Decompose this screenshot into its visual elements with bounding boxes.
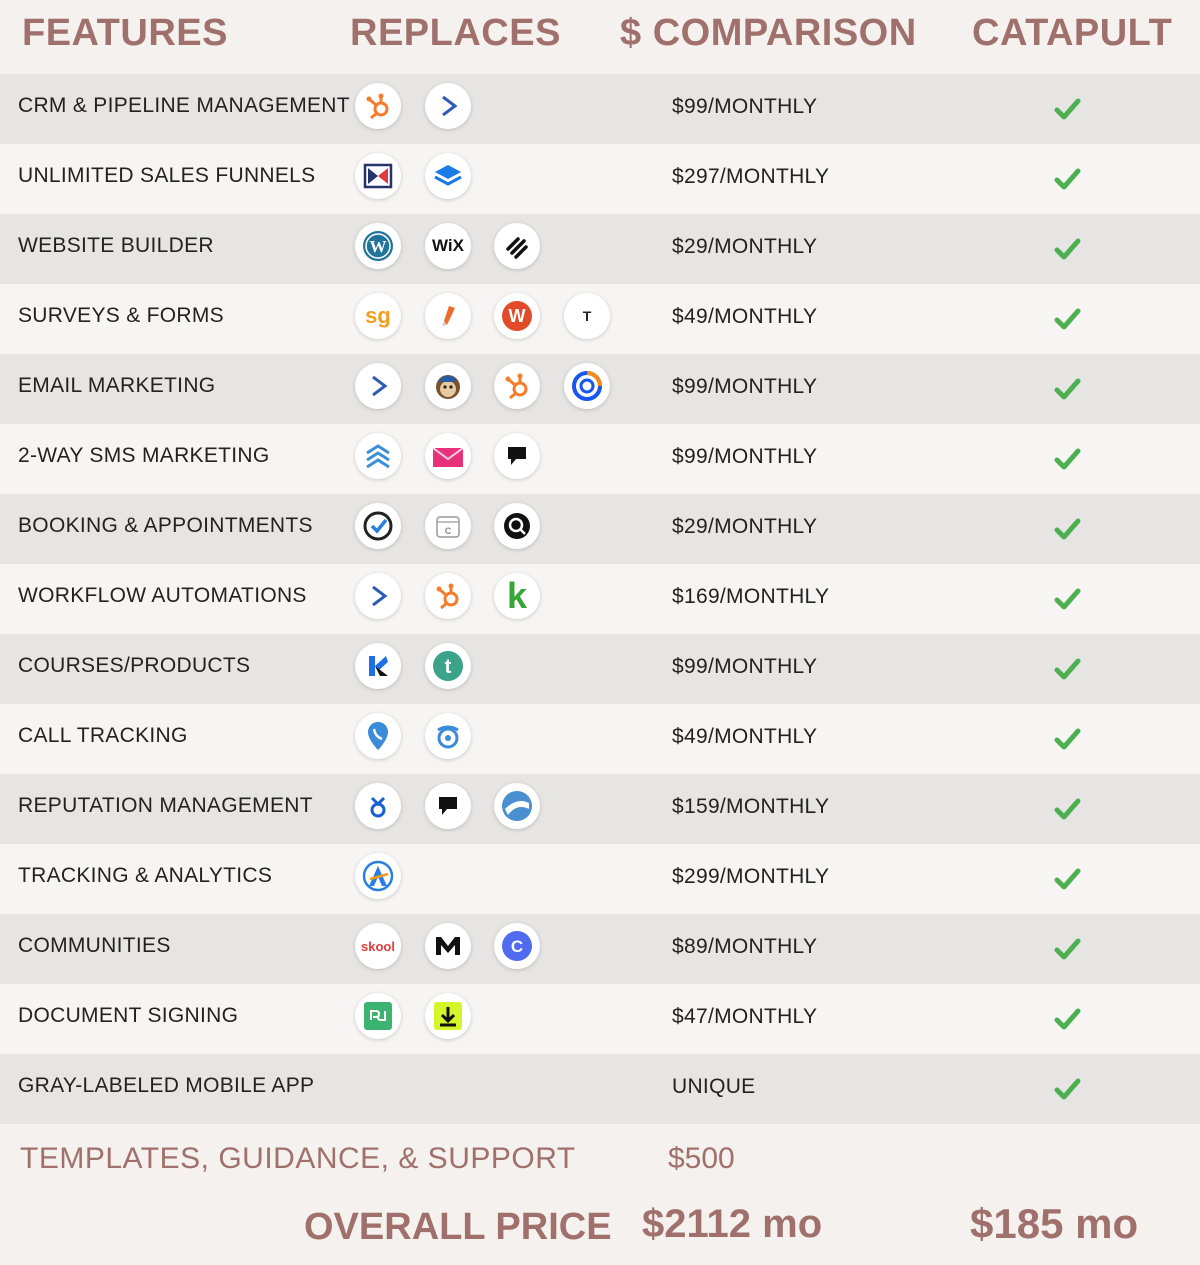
- svg-text:W: W: [508, 306, 526, 326]
- check-icon: [1052, 94, 1082, 124]
- feature-label: DOCUMENT SIGNING: [18, 1004, 239, 1027]
- table-row: [0, 1054, 1200, 1124]
- price-label: $49/MONTHLY: [672, 305, 818, 328]
- check-icon: [1052, 794, 1082, 824]
- table-row: [0, 844, 1200, 914]
- templates-row: [0, 1124, 1200, 1194]
- check-icon: [1052, 864, 1082, 894]
- teachable-icon: [425, 643, 471, 689]
- overall-price: $2112 mo: [642, 1202, 823, 1246]
- calendar-icon: [425, 503, 471, 549]
- hubspot-icon: [494, 363, 540, 409]
- check-icon: [1052, 164, 1082, 194]
- mailchimp-icon: [425, 363, 471, 409]
- table-row: [0, 354, 1200, 424]
- price-label: $299/MONTHLY: [672, 865, 830, 888]
- table-row: [0, 774, 1200, 844]
- circle-icon: [494, 923, 540, 969]
- price-label: UNIQUE: [672, 1075, 756, 1098]
- feature-label: BOOKING & APPOINTMENTS: [18, 514, 313, 537]
- table-header: [0, 0, 1200, 74]
- download-icon: [425, 993, 471, 1039]
- table-row: [0, 984, 1200, 1054]
- check-icon: [1052, 234, 1082, 264]
- price-label: $159/MONTHLY: [672, 795, 830, 818]
- squarespace-icon: [494, 223, 540, 269]
- table-row: [0, 74, 1200, 144]
- table-row: [0, 914, 1200, 984]
- price-label: $297/MONTHLY: [672, 165, 830, 188]
- feature-label: 2-WAY SMS MARKETING: [18, 444, 270, 467]
- check-icon: [1052, 724, 1082, 754]
- table-row: [0, 494, 1200, 564]
- feature-label: COMMUNITIES: [18, 934, 171, 957]
- wordpress-icon: [355, 223, 401, 269]
- envelope-icon: [425, 433, 471, 479]
- header-comparison: $ COMPARISON: [620, 12, 917, 54]
- hubspot-icon: [355, 83, 401, 129]
- check-icon: [1052, 514, 1082, 544]
- table-row: [0, 144, 1200, 214]
- check-icon: [1052, 584, 1082, 614]
- feature-label: WEBSITE BUILDER: [18, 234, 214, 257]
- table-row: [0, 424, 1200, 494]
- wufoo-icon: [494, 293, 540, 339]
- check-icon: [1052, 374, 1082, 404]
- feature-label: REPUTATION MANAGEMENT: [18, 794, 313, 817]
- constant-contact-icon: [564, 363, 610, 409]
- keap-icon: k: [494, 573, 540, 619]
- price-label: $99/MONTHLY: [672, 375, 818, 398]
- price-label: $99/MONTHLY: [672, 445, 818, 468]
- catapult-price: $185 mo: [970, 1200, 1139, 1247]
- podium-icon: [494, 433, 540, 479]
- svg-text:C: C: [510, 937, 524, 956]
- feature-label: SURVEYS & FORMS: [18, 304, 224, 327]
- table-row: [0, 284, 1200, 354]
- price-label: $99/MONTHLY: [672, 655, 818, 678]
- podium-icon: [425, 783, 471, 829]
- templates-label: TEMPLATES, GUIDANCE, & SUPPORT: [20, 1142, 576, 1175]
- price-label: $49/MONTHLY: [672, 725, 818, 748]
- layers-icon: [425, 153, 471, 199]
- feature-label: COURSES/PRODUCTS: [18, 654, 251, 677]
- chevrons-icon: [355, 433, 401, 479]
- activecampaign-icon: [425, 83, 471, 129]
- svg-text:t: t: [444, 656, 452, 678]
- svg-text:C: C: [444, 526, 452, 536]
- header-replaces: REPLACES: [350, 12, 561, 54]
- templates-price: $500: [668, 1142, 735, 1175]
- table-row: [0, 564, 1200, 634]
- jotform-icon: [425, 293, 471, 339]
- table-row: [0, 704, 1200, 774]
- overall-row: [0, 1196, 1200, 1265]
- skool-icon: skool: [355, 923, 401, 969]
- feature-label: EMAIL MARKETING: [18, 374, 216, 397]
- check-icon: [1052, 1004, 1082, 1034]
- table-row: [0, 634, 1200, 704]
- analytics-icon: [355, 853, 401, 899]
- activecampaign-icon: [355, 573, 401, 619]
- price-label: $29/MONTHLY: [672, 235, 818, 258]
- phone-icon: [425, 713, 471, 759]
- price-label: $169/MONTHLY: [672, 585, 830, 608]
- feature-label: GRAY-LABELED MOBILE APP: [18, 1074, 315, 1097]
- check-icon: [1052, 654, 1082, 684]
- surveygizmo-icon: sg: [355, 293, 401, 339]
- feature-label: TRACKING & ANALYTICS: [18, 864, 273, 887]
- hubspot-icon: [425, 573, 471, 619]
- header-features: FEATURES: [22, 12, 228, 54]
- check-icon: [1052, 1074, 1082, 1104]
- comparison-table: [0, 74, 1200, 1124]
- callrail-icon: [355, 713, 401, 759]
- feature-label: WORKFLOW AUTOMATIONS: [18, 584, 307, 607]
- overall-label: OVERALL PRICE: [304, 1206, 612, 1248]
- search-badge-icon: [494, 503, 540, 549]
- check-icon: [1052, 304, 1082, 334]
- feature-label: CRM & PIPELINE MANAGEMENT: [18, 94, 350, 117]
- swirl-icon: [494, 783, 540, 829]
- price-label: $47/MONTHLY: [672, 1005, 818, 1028]
- clickfunnels-icon: [355, 153, 401, 199]
- price-label: $29/MONTHLY: [672, 515, 818, 538]
- header-catapult: CATAPULT: [972, 12, 1173, 54]
- feature-label: CALL TRACKING: [18, 724, 188, 747]
- birdeye-icon: [355, 783, 401, 829]
- kajabi-icon: [355, 643, 401, 689]
- price-label: $99/MONTHLY: [672, 95, 818, 118]
- acuity-icon: [355, 503, 401, 549]
- svg-text:W: W: [369, 237, 387, 256]
- wix-icon: WiX: [425, 223, 471, 269]
- feature-label: UNLIMITED SALES FUNNELS: [18, 164, 316, 187]
- activecampaign-icon: [355, 363, 401, 409]
- check-icon: [1052, 444, 1082, 474]
- check-icon: [1052, 934, 1082, 964]
- pandadoc-icon: [355, 993, 401, 1039]
- table-row: [0, 214, 1200, 284]
- typeform-icon: T: [564, 293, 610, 339]
- price-label: $89/MONTHLY: [672, 935, 818, 958]
- mighty-icon: [425, 923, 471, 969]
